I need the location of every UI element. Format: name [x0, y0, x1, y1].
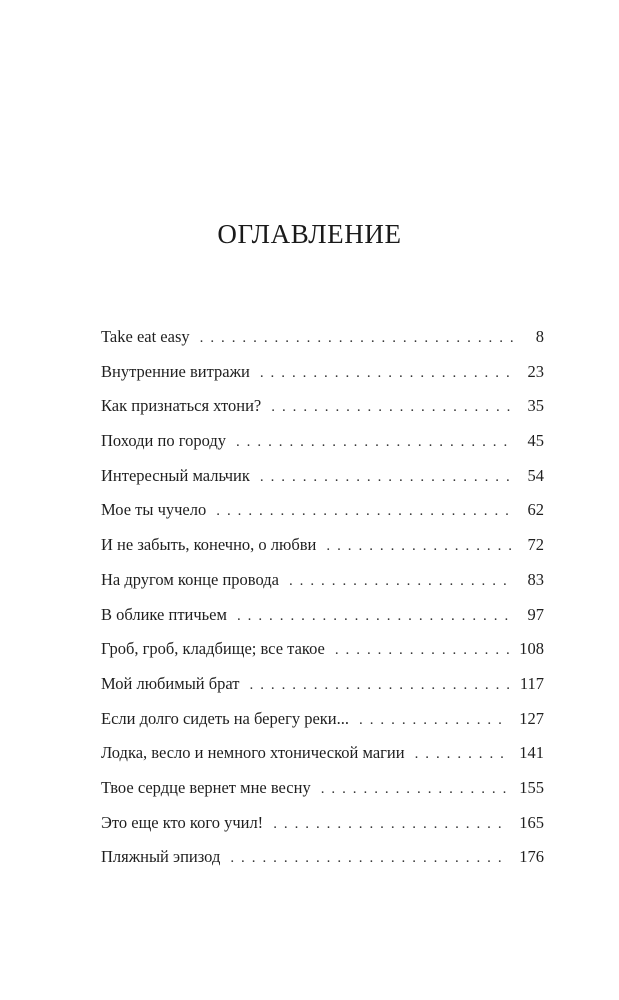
toc-entry-page: 155	[519, 777, 544, 797]
toc-dot-leader	[230, 841, 509, 876]
toc-entry-title: Как признаться хтони?	[101, 396, 262, 416]
toc-dot-leader	[250, 668, 510, 703]
toc-dot-leader	[237, 599, 514, 634]
toc-entry-page: 72	[527, 535, 544, 555]
toc-entry	[101, 598, 544, 633]
toc-entry	[101, 389, 544, 424]
toc-entry	[101, 424, 544, 459]
toc-dot-leader	[321, 772, 510, 807]
toc-entry-title: Твое сердце вернет мне весну	[101, 777, 311, 797]
toc-entry-page: 176	[519, 847, 544, 867]
toc-entry-title: Мое ты чучело	[101, 500, 207, 520]
toc-dot-leader	[335, 633, 509, 668]
toc-dot-leader	[260, 356, 514, 391]
toc-dot-leader	[200, 321, 514, 356]
toc-entry	[101, 355, 544, 390]
toc-entry-title: Внутренние витражи	[101, 361, 250, 381]
toc-entry-page: 35	[527, 396, 544, 416]
toc-entry-page: 117	[519, 673, 544, 693]
toc-entry	[101, 563, 544, 598]
toc-entry-page: 23	[527, 361, 544, 381]
toc-entry-title: Это еще кто кого учил!	[101, 812, 264, 832]
toc-entry-title: Мой любимый брат	[101, 673, 240, 693]
toc-entry	[101, 493, 544, 528]
toc-entry	[101, 771, 544, 806]
toc-entry-title: Пляжный эпизод	[101, 847, 221, 867]
toc-dot-leader	[271, 390, 514, 425]
toc-entry	[101, 632, 544, 667]
toc-entry-title: В облике птичьем	[101, 604, 227, 624]
toc-entry	[101, 320, 544, 355]
toc-entry	[101, 736, 544, 771]
toc-dot-leader	[359, 703, 509, 738]
toc-dot-leader	[273, 807, 509, 842]
toc-entry-title: Take eat easy	[101, 327, 190, 346]
toc-entry-page: 97	[527, 604, 544, 624]
toc-dot-leader	[289, 564, 514, 599]
toc-dot-leader	[260, 460, 514, 495]
toc-entry-title: Лодка, весло и немного хтонической магии	[101, 743, 405, 763]
toc-entry	[101, 806, 544, 841]
toc-entry-page: 62	[527, 500, 544, 520]
page-title: ОГЛАВЛЕНИЕ	[217, 219, 402, 249]
toc-dot-leader	[415, 737, 510, 772]
toc-entry	[101, 702, 544, 737]
toc-entry-page: 45	[527, 431, 544, 451]
toc-entry-page: 127	[519, 708, 544, 728]
toc-entry-title: Походи по городу	[101, 431, 226, 451]
toc-entry	[101, 528, 544, 563]
toc-entry-title: Гроб, гроб, кладбище; все такое	[101, 639, 325, 659]
toc-entry	[101, 459, 544, 494]
toc-entry-page: 8	[535, 327, 544, 346]
toc-entry-title: На другом конце провода	[101, 569, 279, 589]
toc-entry-page: 141	[519, 743, 544, 763]
toc-dot-leader	[236, 425, 514, 460]
toc-entry-page: 108	[519, 639, 544, 659]
toc-dot-leader	[326, 529, 514, 564]
toc-entry-page: 54	[527, 465, 544, 485]
toc-entry-page: 83	[527, 569, 544, 589]
toc-dot-leader	[216, 494, 514, 529]
table-of-contents	[101, 320, 544, 875]
toc-entry-title: Интересный мальчик	[101, 465, 250, 485]
toc-entry-page: 165	[519, 812, 544, 832]
toc-entry	[101, 840, 544, 875]
toc-entry-title: И не забыть, конечно, о любви	[101, 535, 317, 555]
toc-entry-title: Если долго сидеть на берегу реки...	[101, 708, 350, 728]
toc-entry	[101, 667, 544, 702]
